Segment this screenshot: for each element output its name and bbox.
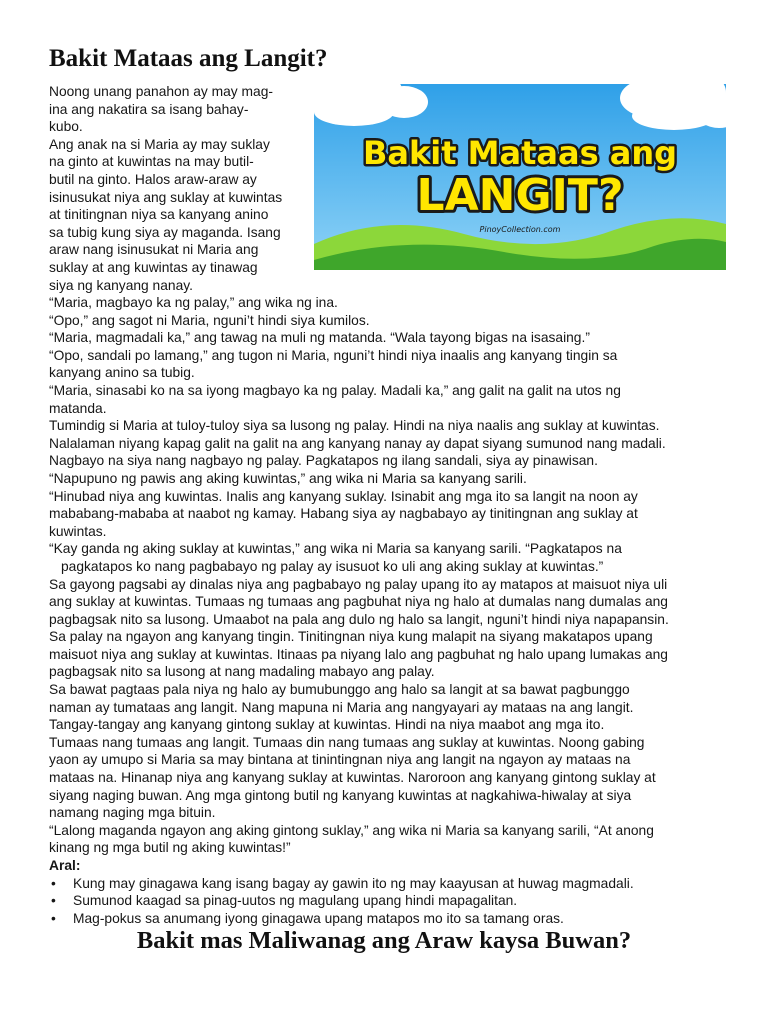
- text-line: Noong unang panahon ay may mag-: [49, 84, 273, 99]
- text-line: butil na ginto. Halos araw-araw ay: [49, 171, 257, 187]
- text-line: Sa palay na ngayon ang kanyang tingin. Tinitingnan niya kung malapit na siyang makatapos upang: [49, 629, 653, 645]
- illustration-title-line2: LANGIT?: [416, 170, 624, 221]
- bullet-icon: •: [51, 910, 56, 926]
- text-line: “Hinubad niya ang kuwintas. Inalis ang kanyang suklay. Isinabit ang mga ito sa langit na noon ay: [49, 488, 638, 504]
- text-line: pagbagsak nito sa lusong. Umaabot na pala ang dulo ng halo sa langit, nguni’t hindi niya napapansin.: [49, 611, 669, 627]
- text-line: suklay at ang kuwintas ay tinawag: [49, 259, 258, 275]
- text-line: kinang ng mga butil ng aking kuwintas!”: [49, 840, 291, 856]
- text-line: pagkatapos ko nang pagbabayo ng palay ay isusuot ko uli ang aking suklay at kuwintas.”: [61, 558, 604, 574]
- illustration-title-line1: Bakit Mataas ang: [362, 134, 678, 172]
- text-line: mataas na. Hinanap niya ang kanyang suklay at kuwintas. Naroroon ang kanyang gintong suklay at: [49, 770, 656, 786]
- text-line: “Maria, magbayo ka ng palay,” ang wika ng ina.: [49, 295, 338, 310]
- bullet-icon: •: [51, 875, 56, 891]
- text-line: “Opo,” ang sagot ni Maria, nguni’t hindi siya kumilos.: [49, 312, 370, 328]
- aral-item-text: Kung may ginagawa kang isang bagay ay gawin ito ng may kaayusan at huwag magmadali.: [73, 875, 634, 891]
- text-line: ang suklay at kuwintas. Tumaas ng tumaas ang pagbuhat niya ng halo at dumalas nang dumalas ang: [49, 594, 668, 610]
- text-line: Nagbayo na siya nang nagbayo ng palay. Pagkatapos ng ilang sandali, siya ay pinawisan.: [49, 453, 598, 469]
- story-intro-column: [49, 83, 311, 294]
- text-line: Tangay-tangay ang kanyang gintong suklay at kuwintas. Hindi na niya maabot ang mga ito.: [49, 717, 605, 733]
- text-line: naman ay tumataas ang langit. Nang mapuna ni Maria ang nangyayari ay mataas na ang langit.: [49, 699, 634, 715]
- text-line: namang naging mga bituin.: [49, 805, 216, 821]
- text-line: matanda.: [49, 400, 107, 416]
- text-line: siya ng kanyang nanay.: [49, 277, 193, 293]
- text-line: sa tubig kung siya ay maganda. Isang: [49, 224, 281, 240]
- text-line: “Opo, sandali po lamang,” ang tugon ni Maria, nguni’t hindi niya inaalis ang kanyang tingin sa: [49, 347, 618, 363]
- text-line: siyang naging buwan. Ang mga gintong butil ng kanyang kuwintas at nagkahiwa-hiwalay at siya: [49, 787, 632, 803]
- text-line: Tumaas nang tumaas ang langit. Tumaas din nang tumaas ang suklay at kuwintas. Noong gabing: [49, 734, 645, 750]
- aral-item-text: Mag-pokus sa anumang iyong ginagawa upang matapos mo ito sa tamang oras.: [73, 910, 564, 926]
- text-line: Nalalaman niyang kapag galit na galit na ang kanyang nanay ay dapat siyang sumunod nang madali.: [49, 435, 666, 451]
- text-line: “Lalong maganda ngayon ang aking gintong suklay,” ang wika ni Maria sa kanyang sarili, “At anong: [49, 822, 654, 838]
- text-line: kanyang anino sa tubig.: [49, 365, 195, 381]
- text-line: “Maria, magmadali ka,” ang tawag na muli ng matanda. “Wala tayong bigas na isasaing.”: [49, 330, 590, 346]
- bullet-icon: •: [51, 893, 56, 909]
- text-line: Sa gayong pagsabi ay dinalas niya ang pagbabayo ng palay upang ito ay matapos at maisuot niya uli: [49, 576, 668, 592]
- text-line: kubo.: [49, 119, 83, 135]
- next-story-title: Bakit mas Maliwanag ang Araw kaysa Buwan?: [136, 927, 632, 954]
- story-title: Bakit Mataas ang Langit?: [49, 45, 328, 72]
- story-illustration: [314, 84, 726, 270]
- text-line: yaon ay umupo si Maria sa may bintana at tinintingnan niya ang langit na ngayon ay mataas na: [49, 752, 631, 768]
- aral-item-text: Sumunod kaagad sa pinag-uutos ng magulang upang hindi mapagalitan.: [73, 893, 518, 909]
- aral-label: Aral:: [49, 858, 81, 873]
- text-line: at tinitingnan niya sa kanyang anino: [49, 207, 269, 223]
- story-body: [49, 294, 739, 875]
- illustration-watermark: PinoyCollection.com: [479, 225, 561, 234]
- illustration-svg: [314, 84, 726, 270]
- aral-item: [49, 892, 634, 910]
- aral-list: [49, 875, 634, 928]
- text-line: “Kay ganda ng aking suklay at kuwintas,” ang wika ni Maria sa kanyang sarili. “Pagkatapos na: [49, 541, 622, 557]
- text-line: “Napupuno ng pawis ang aking kuwintas,” ang wika ni Maria sa kanyang sarili.: [49, 470, 527, 486]
- text-line: “Maria, sinasabi ko na sa iyong magbayo ka ng palay. Madali ka,” ang galit na galit na utos ng: [49, 382, 621, 398]
- text-line: pagbagsak nito sa lusong at nang madaling mabayo ang palay.: [49, 664, 435, 680]
- text-line: mababang-mababa at naabot ng kamay. Habang siya ay nagbabayo ay tinitingnan ang suklay at: [49, 506, 638, 522]
- text-line: araw nang isinusukat ni Maria ang: [49, 242, 259, 258]
- text-line: Tumindig si Maria at tuloy-tuloy siya sa lusong ng palay. Hindi na niya naalis ang suklay at kuwintas.: [49, 418, 660, 434]
- text-line: Ang anak na si Maria ay may suklay: [49, 136, 270, 152]
- text-line: maisuot niya ang suklay at kuwintas. Itinaas pa niyang lalo ang pagbuhat ng halo upang lumakas ang: [49, 646, 668, 662]
- text-line: ina ang nakatira sa isang bahay-: [49, 101, 249, 117]
- aral-item: [49, 875, 634, 893]
- text-line: isinusukat niya ang suklay at kuwintas: [49, 189, 283, 205]
- text-line: kuwintas.: [49, 523, 107, 539]
- text-line: na ginto at kuwintas na may butil-: [49, 154, 254, 170]
- text-line: Sa bawat pagtaas pala niya ng halo ay bumubunggo ang halo sa langit at sa bawat pagbunggo: [49, 682, 630, 698]
